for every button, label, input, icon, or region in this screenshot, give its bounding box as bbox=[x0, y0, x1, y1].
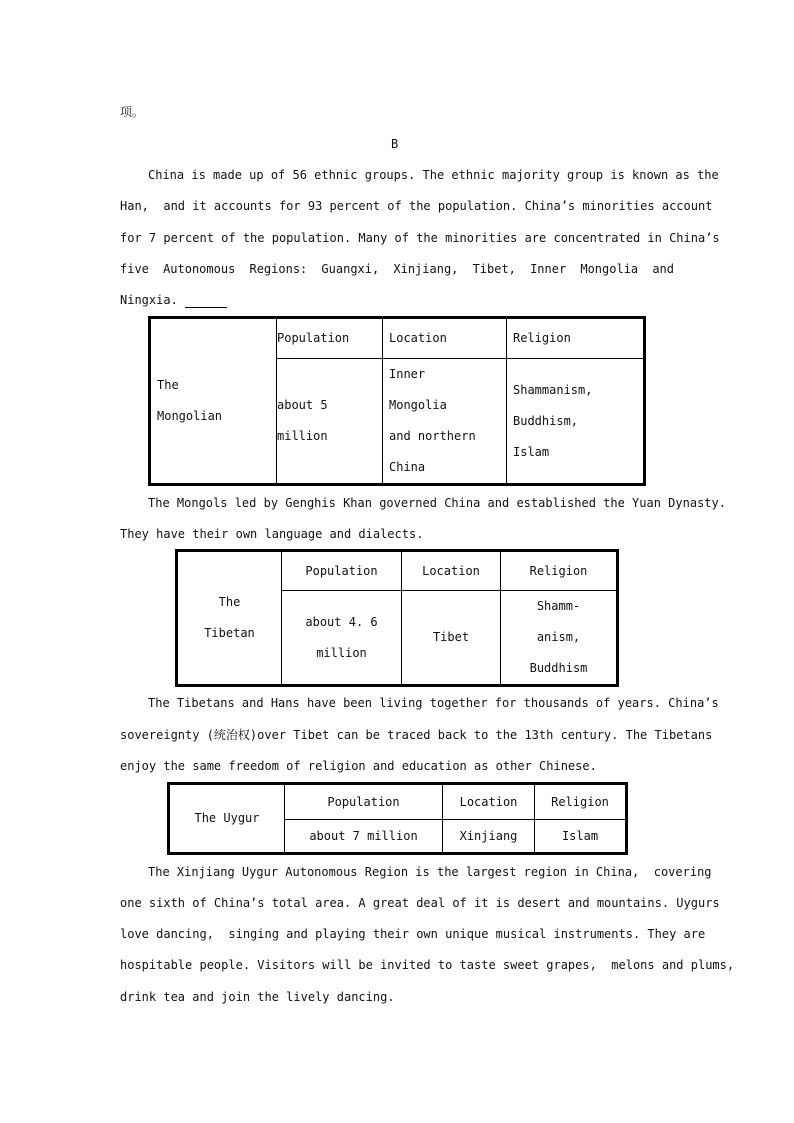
intro-line-1: China is made up of 56 ethnic groups. The ethnic majority group is known as the bbox=[148, 168, 719, 182]
para3-line-2: sovereignty (统治权)over Tibet can be traced back to the 13th century. The Tibetans bbox=[120, 728, 713, 742]
uygur-name-cell: The Uygur bbox=[169, 784, 285, 854]
section-label: B bbox=[391, 137, 399, 151]
tibetan-religion: Shamm- anism, Buddhism bbox=[501, 591, 618, 686]
mongolian-header-population: Population bbox=[277, 318, 383, 359]
intro-line-2: Han, and it accounts for 93 percent of the population. China’s minorities account bbox=[120, 199, 713, 213]
uygur-religion: Islam bbox=[535, 820, 627, 854]
intro-word: Mongolia bbox=[580, 262, 639, 276]
intro-word: Inner bbox=[530, 262, 567, 276]
mongolian-population: about 5 million bbox=[277, 359, 383, 485]
mongolian-header-location: Location bbox=[383, 318, 507, 359]
uygur-location: Xinjiang bbox=[443, 820, 535, 854]
mongolian-table bbox=[148, 316, 646, 486]
uygur-header-location: Location bbox=[443, 784, 535, 820]
para3-line-3: enjoy the same freedom of religion and education as other Chinese. bbox=[120, 759, 597, 773]
mongolian-name-cell: The Mongolian bbox=[150, 318, 277, 485]
top-fragment: 项。 bbox=[120, 105, 145, 119]
tibetan-name-cell: The Tibetan bbox=[177, 551, 282, 686]
intro-word: Guangxi, bbox=[321, 262, 380, 276]
para4-line-5: drink tea and join the lively dancing. bbox=[120, 990, 395, 1004]
intro-line-5 bbox=[120, 292, 227, 308]
para4-line-2: one sixth of China’s total area. A great deal of it is desert and mountains. Uygurs bbox=[120, 896, 720, 910]
tibetan-location: Tibet bbox=[402, 591, 501, 686]
tibetan-population: about 4. 6 million bbox=[282, 591, 402, 686]
intro-word: five bbox=[120, 262, 149, 276]
tibetan-header-location: Location bbox=[402, 551, 501, 591]
tibetan-header-religion: Religion bbox=[501, 551, 618, 591]
para4-line-1: The Xinjiang Uygur Autonomous Region is the largest region in China, covering bbox=[148, 865, 712, 879]
tibetan-table bbox=[175, 549, 619, 687]
mongolian-header-religion: Religion bbox=[507, 318, 645, 359]
intro-word: Regions: bbox=[249, 262, 308, 276]
tibetan-header-population: Population bbox=[282, 551, 402, 591]
intro-word: Autonomous bbox=[163, 262, 236, 276]
uygur-header-population: Population bbox=[285, 784, 443, 820]
intro-word: Xinjiang, bbox=[393, 262, 459, 276]
para4-line-3: love dancing, singing and playing their own unique musical instruments. They are bbox=[120, 927, 706, 941]
para2-line-2: They have their own language and dialects. bbox=[120, 527, 424, 541]
intro-word: and bbox=[652, 262, 674, 276]
intro-line-3: for 7 percent of the population. Many of the minorities are concentrated in China’s bbox=[120, 231, 720, 245]
answer-blank[interactable] bbox=[185, 294, 227, 308]
intro-word: Tibet, bbox=[472, 262, 516, 276]
uygur-header-religion: Religion bbox=[535, 784, 627, 820]
para2-line-1: The Mongols led by Genghis Khan governed China and established the Yuan Dynasty. bbox=[148, 496, 726, 510]
mongolian-religion: Shammanism, Buddhism, Islam bbox=[507, 359, 645, 485]
para3-line-1: The Tibetans and Hans have been living together for thousands of years. China’s bbox=[148, 696, 719, 710]
uygur-population: about 7 million bbox=[285, 820, 443, 854]
intro-line-5-text: Ningxia. bbox=[120, 293, 178, 307]
mongolian-location: Inner Mongolia and northern China bbox=[383, 359, 507, 485]
intro-line-4 bbox=[120, 261, 674, 277]
para4-line-4: hospitable people. Visitors will be invited to taste sweet grapes, melons and plums, bbox=[120, 958, 735, 972]
uygur-table bbox=[167, 782, 628, 855]
